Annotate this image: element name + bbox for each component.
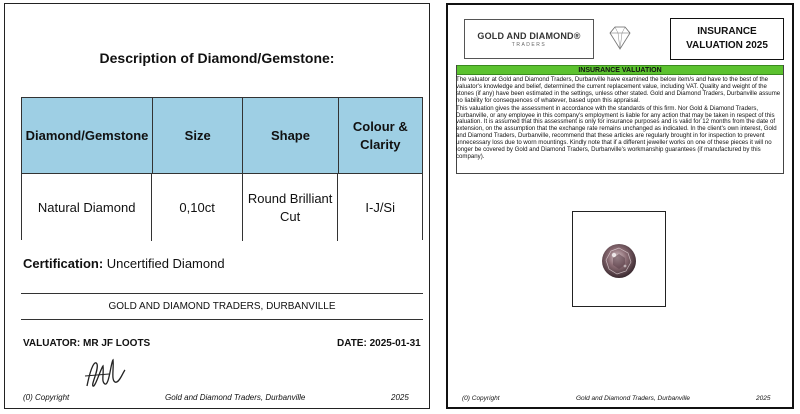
footer-year: 2025 — [391, 393, 409, 402]
diamond-photo — [600, 242, 638, 280]
header-shape: Shape — [243, 98, 338, 173]
cell-colour-clarity: I-J/Si — [365, 199, 395, 215]
table-row — [22, 173, 422, 241]
page-title: Description of Diamond/Gemstone: — [99, 50, 335, 66]
page-footer — [448, 395, 792, 407]
terms-paragraph-1: The valuator at Gold and Diamond Traders, Durbanville have examined the below item/s and have to the best of the valuator's knowledge and belief, determined the current replacement value, including VAT. Quality and weight of the stones (if any) have been estimated in the settings, unless other stated. Gold and Diamond Traders, Durbanville assume no liability for consequences of whatever, based upon this appraisal. — [456, 76, 781, 104]
item-photo-frame — [572, 211, 666, 307]
cell-shape: Round Brilliant Cut — [243, 174, 339, 241]
header-colour-clarity: Colour & Clarity — [352, 118, 408, 152]
trader-name: GOLD AND DIAMOND TRADERS, DURBANVILLE — [21, 293, 423, 320]
title-line-1: INSURANCE — [697, 26, 757, 37]
insurance-valuation-page — [446, 3, 794, 409]
footer-copyright: (0) Copyright — [462, 395, 500, 402]
cell-gemstone: Natural Diamond — [22, 174, 152, 241]
certification-label: Certification: — [23, 256, 104, 271]
specification-table — [21, 97, 423, 240]
footer-company: Gold and Diamond Traders, Durbanville — [165, 393, 306, 402]
title-line-2: VALUATION 2025 — [686, 40, 768, 51]
cell-size: 0,10ct — [152, 174, 243, 241]
valuator-name: VALUATOR: MR JF LOOTS — [23, 338, 151, 349]
footer-year: 2025 — [756, 395, 771, 402]
table-header-row — [22, 98, 422, 173]
certification-value: Uncertified Diamond — [106, 256, 225, 271]
logo-name: GOLD AND DIAMOND® — [477, 30, 581, 41]
section-divider — [456, 173, 784, 174]
valuation-header — [456, 17, 784, 63]
insurance-title — [670, 18, 784, 60]
terms-text — [456, 77, 784, 162]
certification-line — [23, 256, 225, 271]
logo-subtitle: TRADERS — [511, 41, 547, 48]
signature-icon — [79, 356, 129, 392]
certificate-page — [4, 3, 430, 409]
gem-logo-icon — [604, 23, 636, 53]
footer-copyright: (0) Copyright — [23, 393, 70, 402]
header-gemstone: Diamond/Gemstone — [22, 98, 153, 173]
page-footer — [5, 393, 429, 407]
terms-paragraph-2: This valuation gives the assessment in accordance with the standards of this firm. Nor Gold & Diamond Traders, Durbanville, or any employee in this company's employment is liable for any action that may be taken in respect of this valuation. It is assumed that this assessment is only for insurance purposes and is valid for 12 months from the date of extension, on the assumption that the exchange rate remains unchanged as indicated. In the client's own interest, Gold and Diamond Traders, Durbanville, recommend that these articles are regularly brought in for inspection to prevent unnecessary loss due to worn mountings. Kindly note that if a different jeweller works on one of these pieces it will no longer be covered by Gold and Diamond Traders, Durbanville's workmanship guarantees (if manufactured by this company). — [456, 104, 777, 160]
section-heading: INSURANCE VALUATION — [456, 65, 784, 75]
company-logo — [464, 19, 594, 59]
valuation-date: DATE: 2025-01-31 — [337, 338, 421, 349]
footer-company: Gold and Diamond Traders, Durbanville — [576, 395, 691, 402]
header-size: Size — [153, 98, 243, 173]
